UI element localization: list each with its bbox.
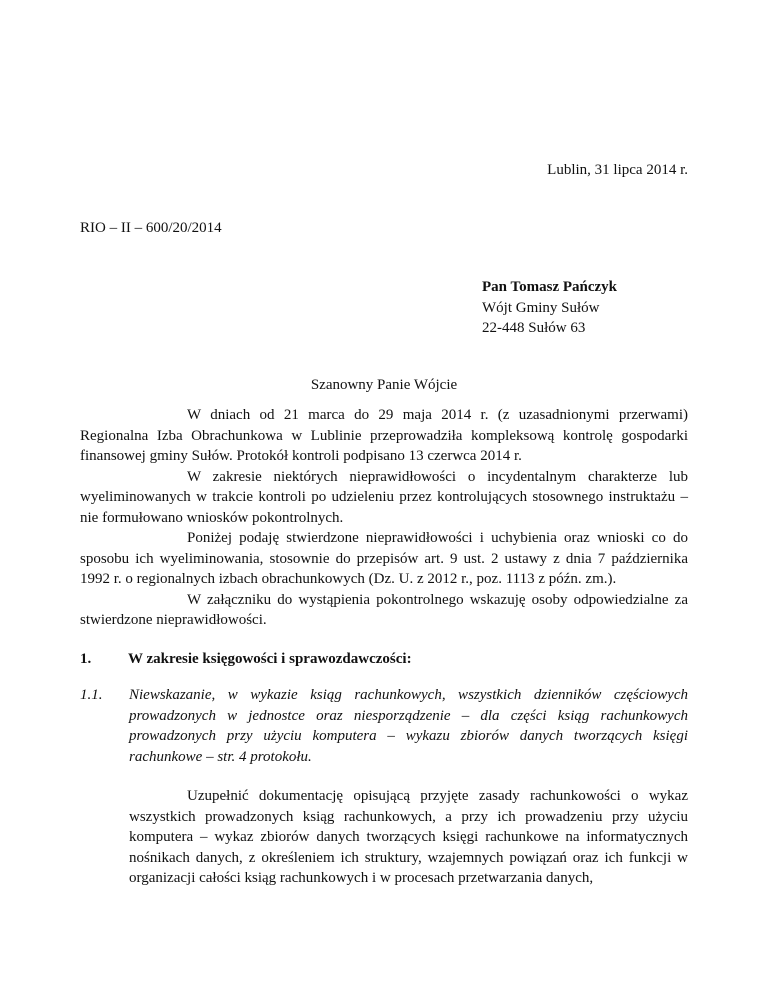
addressee-block [482, 277, 617, 339]
letter-body [80, 405, 688, 631]
paragraph: W zakresie niektórych nieprawidłowości o incydentalnym charakterze lub wyeliminowanych w trakcie kontroli po udzieleniu przez kontrolujących stosownego instruktażu – nie formułowano wniosków pokontrolnych. [80, 468, 688, 526]
section-heading [80, 649, 688, 669]
addressee-name: Pan Tomasz Pańczyk [482, 279, 618, 295]
addressee-address: 22-448 Sułów 63 [482, 320, 586, 336]
subsection-number: 1.1. [80, 687, 103, 703]
paragraph: Poniżej podaję stwierdzone nieprawidłowości i uchybienia oraz wnioski co do sposobu ich wyeliminowania, stosownie do przepisów art. 9 ust. 2 ustawy z dnia 7 października 1992 r. o regionalnych izbach obrachunkowych (Dz. U. z 2012 r., poz. 1113 z późn. zm.). [80, 530, 688, 587]
addressee-title: Wójt Gminy Sułów [482, 299, 600, 316]
section-title: W zakresie księgowości i sprawozdawczości: [128, 651, 412, 667]
subsection-item [80, 685, 688, 767]
letter-date: Lublin, 31 lipca 2014 r. [547, 162, 688, 178]
subsection-text: Niewskazanie, w wykazie ksiąg rachunkowych, wszystkich dzienników częściowych prowadzonych w jednostce oraz niesporządzenie – dla części ksiąg rachunkowych prowadzonych przy użyciu komputera – wykazu zbiorów danych tworzących księgi rachunkowe – str. 4 protokołu. [129, 687, 688, 765]
paragraph: W dniach od 21 marca do 29 maja 2014 r. (z uzasadnionymi przerwami) Regionalna Izba Obrachunkowa w Lublinie przeprowadziła kompleksową kontrolę gospodarki finansowej gminy Sułów. Protokół kontroli podpisano 13 czerwca 2014 r. [80, 407, 688, 464]
section-number: 1. [80, 651, 92, 667]
reference-number: RIO – II – 600/20/2014 [80, 220, 222, 236]
salutation: Szanowny Panie Wójcie [310, 377, 458, 393]
paragraph: W załączniku do wystąpienia pokontrolnego wskazuję osoby odpowiedzialne za stwierdzone nieprawidłowości. [80, 591, 688, 628]
recommendation-text: Uzupełnić dokumentację opisującą przyjęte zasady rachunkowości o wykaz wszystkich prowadzonych ksiąg rachunkowych, a przy ich prowadzeniu przy użyciu komputera – wykaz zbiorów danych tworzących księgi rachunkowe na informatycznych nośnikach danych, z określeniem ich struktury, wzajemnych powiązań oraz ich funkcji w organizacji całości ksiąg rachunkowych i w procesach przetwarzania danych, [129, 788, 688, 887]
